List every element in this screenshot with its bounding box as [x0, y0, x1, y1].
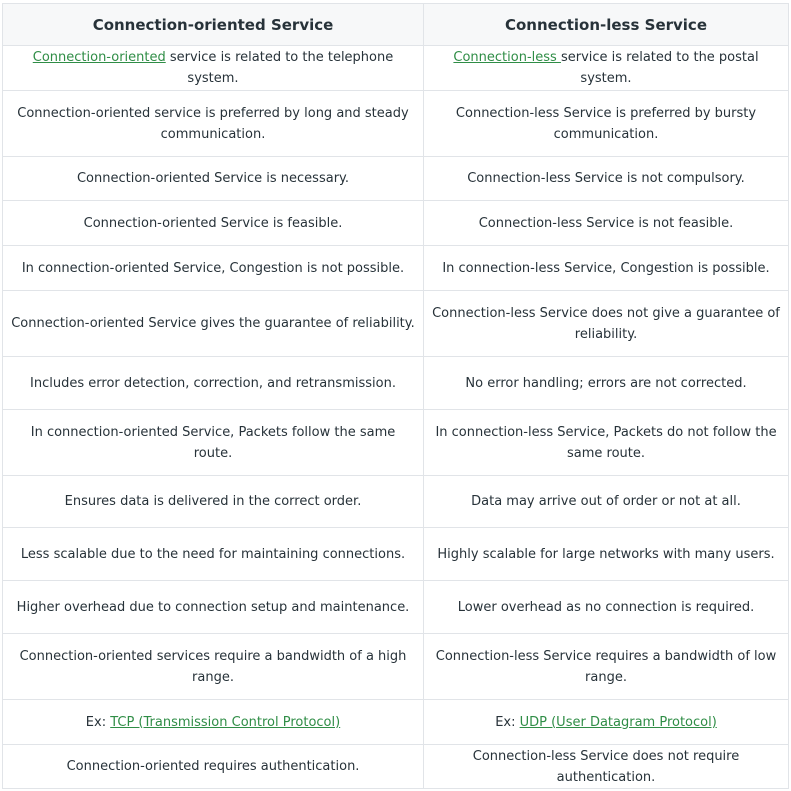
table-row: [3, 246, 789, 291]
connection-less-link[interactable]: Connection-less: [453, 50, 561, 65]
table-row: [3, 357, 789, 410]
cell-oriented: Higher overhead due to connection setup and maintenance.: [3, 581, 424, 634]
cell-less: Highly scalable for large networks with many users.: [424, 528, 789, 581]
comparison-table: [2, 3, 789, 789]
cell-less: No error handling; errors are not corrected.: [424, 357, 789, 410]
table-row: [3, 157, 789, 201]
header-row: [3, 4, 789, 46]
cell-less: Connection-less Service is preferred by bursty communication.: [424, 91, 789, 157]
cell-less: [424, 700, 789, 745]
cell-oriented: Includes error detection, correction, and retransmission.: [3, 357, 424, 410]
connection-oriented-link[interactable]: Connection-oriented: [32, 50, 166, 65]
cell-less: Lower overhead as no connection is required.: [424, 581, 789, 634]
cell-oriented: Connection-oriented service is preferred by long and steady communication.: [3, 91, 424, 157]
example-prefix: Ex:: [85, 714, 111, 730]
cell-text: service is related to the postal system.: [560, 50, 759, 86]
cell-less: Connection-less Service does not require authentication.: [424, 745, 789, 789]
cell-oriented: [3, 46, 424, 91]
cell-text: service is related to the telephone system.: [165, 50, 394, 86]
table-row: [3, 745, 789, 789]
table-row: [3, 201, 789, 246]
table-row: [3, 634, 789, 700]
cell-oriented: [3, 700, 424, 745]
table-row: [3, 581, 789, 634]
comparison-table-container: [2, 3, 788, 789]
cell-oriented: Connection-oriented Service is necessary.: [3, 157, 424, 201]
cell-less: [424, 46, 789, 91]
table-row: [3, 46, 789, 91]
table-row: [3, 291, 789, 357]
tcp-link[interactable]: TCP (Transmission Control Protocol): [110, 714, 341, 730]
cell-less: Connection-less Service is not compulsory.: [424, 157, 789, 201]
table-row: [3, 700, 789, 745]
cell-oriented: Connection-oriented services require a bandwidth of a high range.: [3, 634, 424, 700]
cell-less: In connection-less Service, Packets do not follow the same route.: [424, 410, 789, 476]
cell-oriented: Connection-oriented requires authentication.: [3, 745, 424, 789]
example-prefix: Ex:: [495, 714, 520, 730]
cell-less: Connection-less Service is not feasible.: [424, 201, 789, 246]
cell-less: Connection-less Service requires a bandwidth of low range.: [424, 634, 789, 700]
header-connection-less: Connection-less Service: [424, 4, 789, 46]
udp-link[interactable]: UDP (User Datagram Protocol): [519, 714, 717, 730]
header-connection-oriented: Connection-oriented Service: [3, 4, 424, 46]
cell-oriented: In connection-oriented Service, Congestion is not possible.: [3, 246, 424, 291]
cell-less: Connection-less Service does not give a guarantee of reliability.: [424, 291, 789, 357]
cell-oriented: In connection-oriented Service, Packets follow the same route.: [3, 410, 424, 476]
cell-less: In connection-less Service, Congestion is possible.: [424, 246, 789, 291]
table-row: [3, 410, 789, 476]
cell-oriented: Ensures data is delivered in the correct order.: [3, 476, 424, 528]
cell-oriented: Less scalable due to the need for maintaining connections.: [3, 528, 424, 581]
table-row: [3, 528, 789, 581]
cell-oriented: Connection-oriented Service is feasible.: [3, 201, 424, 246]
table-row: [3, 476, 789, 528]
table-row: [3, 91, 789, 157]
cell-less: Data may arrive out of order or not at all.: [424, 476, 789, 528]
cell-oriented: Connection-oriented Service gives the guarantee of reliability.: [3, 291, 424, 357]
